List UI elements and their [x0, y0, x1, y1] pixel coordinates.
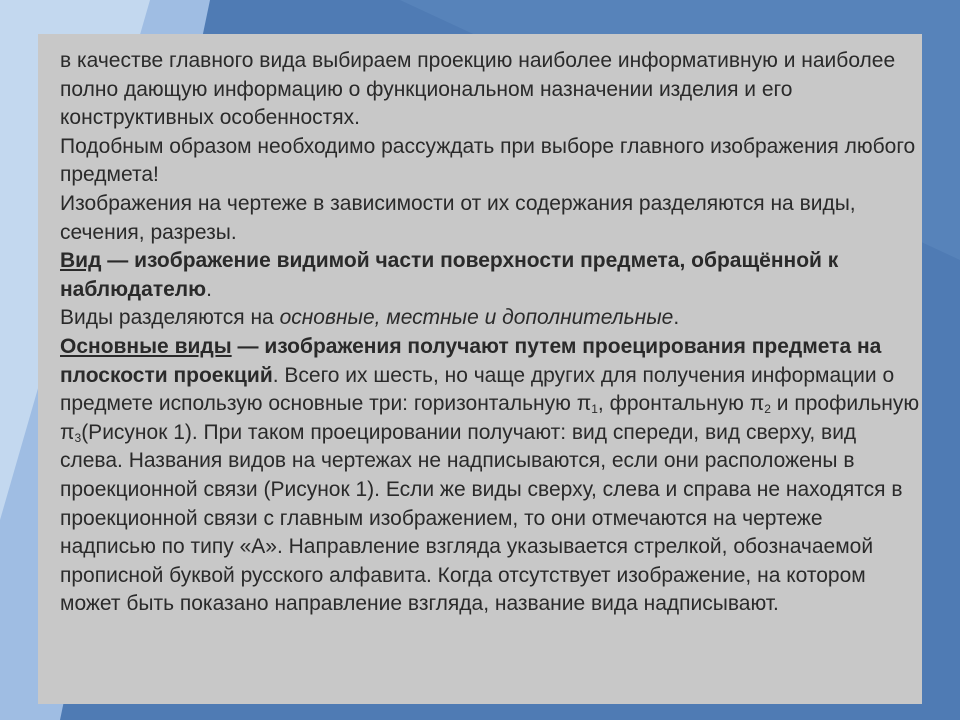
paragraph-view-definition [60, 247, 920, 304]
slide-text [60, 47, 920, 619]
view-definition-end: . [206, 277, 212, 301]
main-views-text-2: , фронтальную π [597, 392, 765, 416]
paragraph-main-views [60, 333, 920, 619]
view-types-end: . [673, 306, 680, 330]
subscript-2: 2 [764, 402, 771, 417]
subscript-1: 1 [591, 402, 598, 417]
term-view: Вид [60, 249, 102, 273]
paragraph-reasoning: Подобным образом необходимо рассуждать при выборе главного изображения любого предмета! [60, 134, 916, 187]
subscript-3: 3 [74, 430, 82, 445]
main-views-text-3: и профильную π [60, 392, 920, 444]
paragraph-main-view: в качестве главного вида выбираем проекцию наиболее информативную и наиболее полно дающую информацию о функциональном назначении изделия и его конструктивных особенностях. [60, 49, 896, 130]
paragraph-image-types: Изображения на чертеже в зависимости от их содержания разделяются на виды, сечения, разрезы. [60, 191, 856, 244]
main-views-definition: — изображения получают путем проецирования предмета на плоскости проекций [60, 334, 882, 387]
main-views-text-1: . Всего их шесть, но чаще других для получения информации о предмете использую основные три: горизонтальную π [60, 363, 895, 416]
view-definition: — изображение видимой части поверхности предмета, обращённой к наблюдателю [60, 249, 839, 301]
view-types-list: основные, местные и дополнительные [279, 306, 674, 330]
main-views-text-4: (Рисунок 1). При таком проецировании получают: вид спереди, вид сверху, вид слева. Названия видов на чертежах не надписываются, если они расположены в проекционной связи (Рисунок 1). Если же виды сверху, слева и справа не находятся в проекционной связи с главным изображением, то они отмечаются на чертеже надписью по типу «А». Направление взгляда указывается стрелкой, обозначаемой прописной буквой русского алфавита. Когда отсутствует изображение, на котором может быть показано направление взгляда, название вида надписывают. [60, 420, 903, 616]
term-main-views: Основные виды [60, 334, 232, 358]
view-types-text: Виды разделяются на [60, 306, 280, 330]
paragraph-view-types [60, 304, 920, 333]
